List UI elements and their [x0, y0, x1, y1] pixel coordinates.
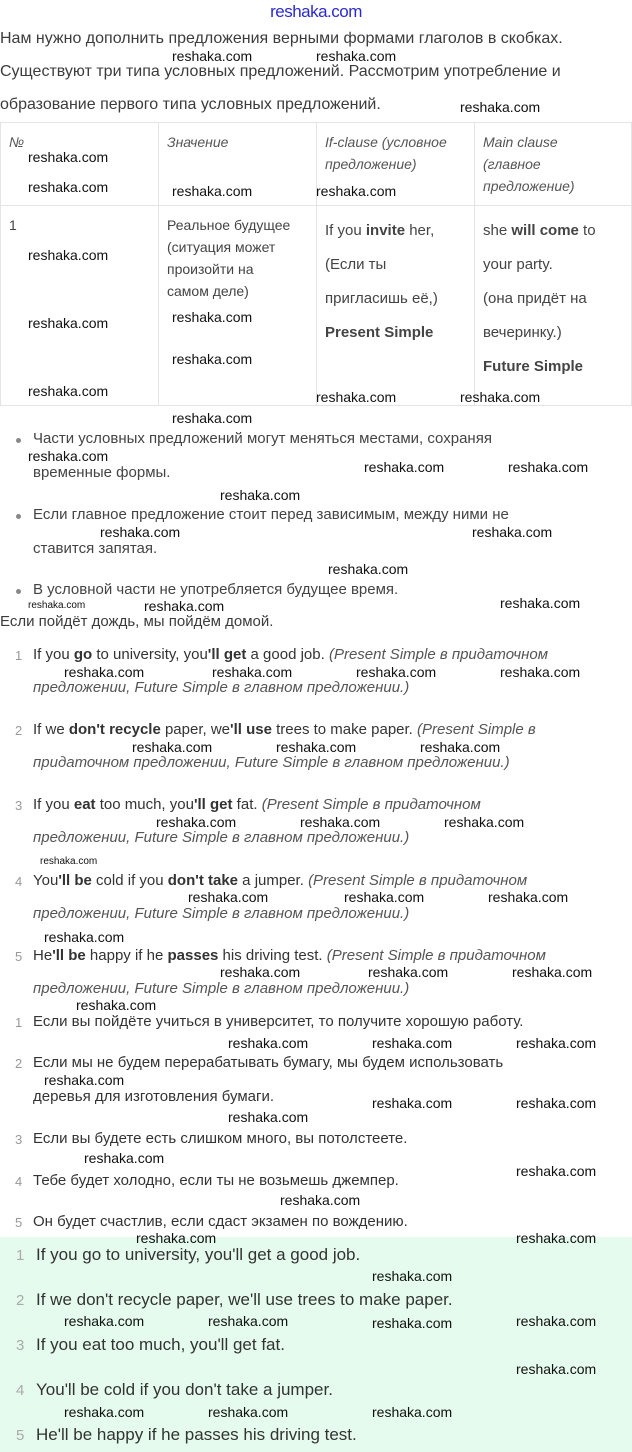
translation-item: Если вы будете есть слишком много, вы потолстеете.	[33, 1130, 408, 1147]
watermark: reshaka.com	[344, 889, 425, 905]
watermark: reshaka.com	[28, 247, 109, 263]
watermark: reshaka.com	[100, 524, 181, 540]
site-header-link[interactable]: reshaka.com	[270, 2, 362, 21]
final-number: 4	[16, 1382, 25, 1399]
watermark: reshaka.com	[212, 664, 293, 680]
watermark: reshaka.com	[316, 48, 397, 64]
watermark: reshaka.com	[44, 929, 125, 945]
answer-note: предложении, Future Simple в главном предложении.)	[33, 905, 410, 922]
watermark: reshaka.com	[372, 1095, 453, 1111]
bullet-text: ставится запятая.	[33, 540, 158, 557]
watermark: reshaka.com	[420, 739, 501, 755]
watermark: reshaka.com	[172, 410, 253, 426]
final-answer-item: If you eat too much, you'll get fat.	[36, 1335, 285, 1354]
translation-item: Если вы пойдёте учиться в университет, то получите хорошую работу.	[33, 1013, 524, 1030]
final-answer-item: If we don't recycle paper, we'll use trees to make paper.	[36, 1290, 453, 1309]
watermark: reshaka.com	[328, 561, 409, 577]
bullet-text: Части условных предложений могут меняться местами, сохраняя	[33, 430, 492, 447]
translation-number: 5	[15, 1215, 23, 1230]
watermark: reshaka.com	[516, 1035, 597, 1051]
watermark: reshaka.com	[516, 1313, 597, 1329]
final-number: 5	[16, 1427, 25, 1444]
bullet-icon	[16, 589, 21, 594]
answer-note: предложении, Future Simple в главном предложении.)	[33, 679, 410, 696]
answer-number: 3	[15, 798, 23, 813]
intro-line: образование первого типа условных предложений.	[0, 96, 381, 113]
watermark: reshaka.com	[364, 459, 445, 475]
watermark: reshaka.com	[500, 595, 581, 611]
watermark: reshaka.com	[144, 598, 225, 614]
watermark: reshaka.com	[136, 1230, 217, 1246]
watermark: reshaka.com	[220, 487, 301, 503]
answer-item: If we don't recycle paper, we'll use trees to make paper. (Present Simple в	[33, 721, 536, 738]
watermark: reshaka.com	[280, 1192, 361, 1208]
bullet-text: В условной части не употребляется будущее время.	[33, 581, 399, 598]
answer-number: 1	[15, 648, 23, 663]
watermark: reshaka.com	[356, 664, 437, 680]
watermark: reshaka.com	[460, 99, 541, 115]
translation-item: Тебе будет холодно, если ты не возьмешь джемпер.	[33, 1172, 399, 1189]
watermark: reshaka.com	[172, 48, 253, 64]
watermark: reshaka.com	[220, 964, 301, 980]
watermark: reshaka.com	[28, 179, 109, 195]
watermark: reshaka.com	[368, 964, 449, 980]
watermark: reshaka.com	[172, 309, 253, 325]
watermark: reshaka.com	[28, 448, 109, 464]
translation-item: Если мы не будем перерабатывать бумагу, мы будем использовать	[33, 1054, 504, 1071]
answer-item: If you eat too much, you'll get fat. (Present Simple в придаточном	[33, 796, 481, 813]
answer-item: You'll be cold if you don't take a jumper. (Present Simple в придаточном	[33, 872, 528, 889]
final-answer-item: He'll be happy if he passes his driving test.	[36, 1425, 357, 1444]
watermark: reshaka.com	[188, 889, 269, 905]
cell-if-clause: If you invite her, (Если ты пригласишь её,) Present Simple	[317, 206, 475, 406]
watermark: reshaka.com	[28, 149, 109, 165]
watermark: reshaka.com	[472, 524, 553, 540]
watermark: reshaka.com	[508, 459, 589, 475]
final-answer-item: If you go to university, you'll get a good job.	[36, 1245, 361, 1264]
answer-note: предложении, Future Simple в главном предложении.)	[33, 829, 410, 846]
watermark: reshaka.com	[28, 315, 109, 331]
answer-note: предложении, Future Simple в главном предложении.)	[33, 980, 410, 997]
header-main-clause: Main clause (главное предложение)	[475, 123, 632, 206]
answer-item: If you go to university, you'll get a good job. (Present Simple в придаточном	[33, 646, 549, 663]
watermark: reshaka.com	[372, 1035, 453, 1051]
bullet-icon	[16, 438, 21, 443]
answer-number: 5	[15, 949, 23, 964]
final-number: 2	[16, 1292, 25, 1309]
watermark: reshaka.com	[172, 351, 253, 367]
watermark: reshaka.com	[40, 856, 98, 867]
watermark: reshaka.com	[84, 1150, 165, 1166]
watermark: reshaka.com	[228, 1109, 309, 1125]
watermark: reshaka.com	[500, 664, 581, 680]
intro-line: Нам нужно дополнить предложения верными формами глаголов в скобках.	[0, 30, 563, 47]
header-if-clause: If-clause (условное предложение)	[317, 123, 475, 206]
translation-number: 1	[15, 1015, 23, 1030]
watermark: reshaka.com	[460, 389, 541, 405]
answer-note: придаточном предложении, Future Simple в главном предложении.)	[33, 754, 510, 771]
translation-item: Он будет счастлив, если сдаст экзамен по вождению.	[33, 1213, 408, 1230]
header-number: №	[1, 123, 159, 206]
final-number: 1	[16, 1247, 25, 1264]
answer-item: He'll be happy if he passes his driving test. (Present Simple в придаточном	[33, 947, 546, 964]
watermark: reshaka.com	[516, 1095, 597, 1111]
watermark: reshaka.com	[228, 1035, 309, 1051]
bullet-text: временные формы.	[33, 464, 171, 481]
example-sentence: Если пойдёт дождь, мы пойдём домой.	[0, 613, 274, 630]
translation-number: 3	[15, 1132, 23, 1147]
watermark: reshaka.com	[372, 1268, 453, 1284]
watermark: reshaka.com	[372, 1404, 453, 1420]
translation-item: деревья для изготовления бумаги.	[33, 1088, 275, 1105]
intro-line: Существуют три типа условных предложений. Рассмотрим употребление и	[0, 63, 561, 80]
bullet-icon	[16, 514, 21, 519]
watermark: reshaka.com	[28, 600, 86, 611]
cell-meaning: Реальное будущее (ситуация может произойти на самом деле)	[159, 206, 317, 406]
answer-number: 2	[15, 723, 23, 738]
watermark: reshaka.com	[488, 889, 569, 905]
cell-main-clause: she will come to your party. (она придёт на вечеринку.) Future Simple	[475, 206, 632, 406]
cell-number: 1	[1, 206, 159, 406]
translation-number: 4	[15, 1174, 23, 1189]
watermark: reshaka.com	[64, 664, 145, 680]
answer-number: 4	[15, 874, 23, 889]
watermark: reshaka.com	[276, 739, 357, 755]
watermark: reshaka.com	[208, 1313, 289, 1329]
watermark: reshaka.com	[64, 1313, 145, 1329]
watermark: reshaka.com	[76, 997, 157, 1013]
final-answer-item: You'll be cold if you don't take a jumper.	[36, 1380, 333, 1399]
watermark: reshaka.com	[372, 1315, 453, 1331]
watermark: reshaka.com	[512, 964, 593, 980]
table-row	[1, 206, 632, 406]
watermark: reshaka.com	[132, 739, 213, 755]
watermark: reshaka.com	[64, 1404, 145, 1420]
translation-number: 2	[15, 1056, 23, 1071]
watermark: reshaka.com	[156, 814, 237, 830]
watermark: reshaka.com	[444, 814, 525, 830]
watermark: reshaka.com	[208, 1404, 289, 1420]
watermark: reshaka.com	[516, 1361, 597, 1377]
watermark: reshaka.com	[44, 1072, 125, 1088]
header-meaning: Значение	[159, 123, 317, 206]
watermark: reshaka.com	[172, 183, 253, 199]
watermark: reshaka.com	[316, 183, 397, 199]
watermark: reshaka.com	[300, 814, 381, 830]
bullet-text: Если главное предложение стоит перед зависимым, между ними не	[33, 506, 509, 523]
watermark: reshaka.com	[316, 389, 397, 405]
watermark: reshaka.com	[516, 1163, 597, 1179]
final-number: 3	[16, 1337, 25, 1354]
watermark: reshaka.com	[516, 1230, 597, 1246]
watermark: reshaka.com	[28, 383, 109, 399]
